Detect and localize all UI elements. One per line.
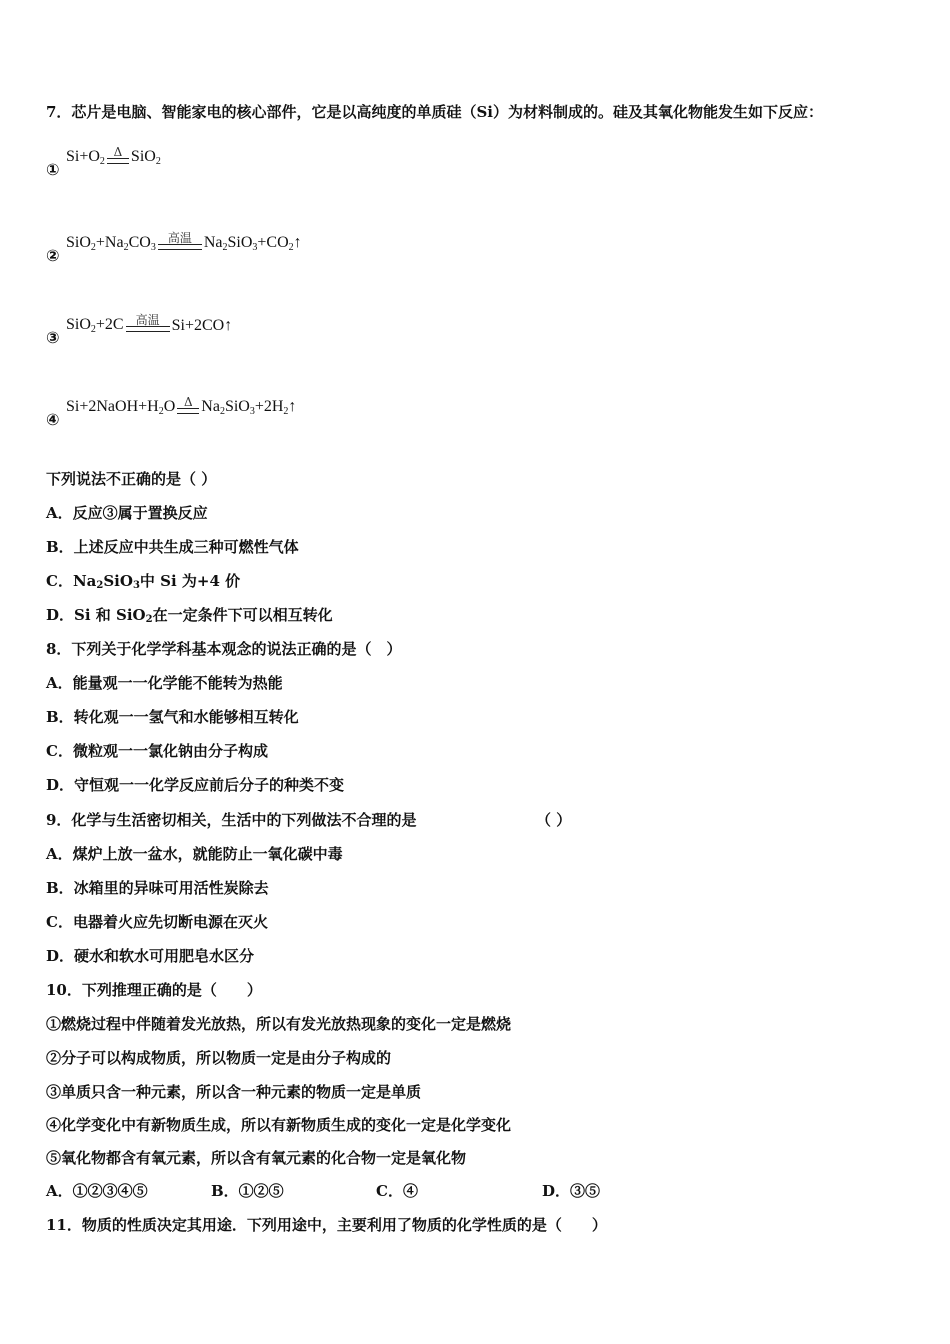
reaction-number: ③	[46, 328, 60, 347]
q10-option-b: B．①②⑤	[211, 1182, 284, 1200]
reaction-number: ②	[46, 246, 60, 265]
q10-option-c: C．④	[376, 1182, 418, 1200]
reaction-condition: Δ	[183, 395, 193, 409]
q7-question: 下列说法不正确的是（ ）	[46, 470, 217, 488]
q10-stem: 10．下列推理正确的是（ ）	[46, 981, 262, 999]
q9-option-a: A．煤炉上放一盆水，就能防止一氧化碳中毒	[46, 845, 343, 863]
q7-option-b: B．上述反应中共生成三种可燃性气体	[46, 538, 299, 556]
q10-statement-3: ③单质只含一种元素，所以含一种元素的物质一定是单质	[46, 1083, 422, 1101]
q8-option-c: C．微粒观一一氯化钠由分子构成	[46, 742, 268, 760]
chemical-equation: $Si+2NaOH+H_2O$ Δ $Na_2SiO_3+2H_2↑$	[66, 395, 297, 417]
q8-option-a: A．能量观一一化学能不能转为热能	[46, 674, 283, 692]
q7-option-a: A．反应③属于置换反应	[46, 504, 208, 522]
q10-statement-4: ④化学变化中有新物质生成，所以有新物质生成的变化一定是化学变化	[46, 1116, 512, 1134]
reaction-condition: 高温	[167, 231, 192, 245]
reaction-number: ①	[46, 160, 60, 179]
q7-option-c: C．$Na_2SiO_3$中 Si 为+4 价	[46, 572, 241, 591]
q7-stem: 7．芯片是电脑、智能家电的核心部件，它是以高纯度的单质硅（Si）为材料制成的。硅及其氧化物能发生如下反应：	[46, 103, 823, 121]
q9-option-c: C．电器着火应先切断电源在灭火	[46, 913, 268, 931]
reaction-condition: Δ	[113, 145, 123, 159]
q10-statement-1: ①燃烧过程中伴随着发光放热，所以有发光放热现象的变化一定是燃烧	[46, 1015, 512, 1033]
q9-answer-paren: （ ）	[536, 811, 572, 829]
q8-stem: 8．下列关于化学学科基本观念的说法正确的是（ ）	[46, 640, 402, 658]
chemical-equation: $Si+O_2$ Δ SiO$_2$	[66, 145, 161, 167]
q8-option-b: B．转化观一一氢气和水能够相互转化	[46, 708, 299, 726]
q11-stem: 11．物质的性质决定其用途．下列用途中，主要利用了物质的化学性质的是（ ）	[46, 1216, 607, 1234]
q7-option-d: D．Si 和 SiO$_2$在一定条件下可以相互转化	[46, 606, 333, 625]
q10-option-a: A．①②③④⑤	[46, 1182, 148, 1200]
chemical-equation: $SiO_2+Na_2CO_3$ 高温 $Na_2SiO_3+CO_2↑$	[66, 231, 302, 253]
q9-option-b: B．冰箱里的异味可用活性炭除去	[46, 879, 269, 897]
q10-statement-2: ②分子可以构成物质，所以物质一定是由分子构成的	[46, 1049, 392, 1067]
reaction-condition: 高温	[135, 313, 160, 327]
q10-option-d: D．③⑤	[542, 1182, 601, 1200]
q8-option-d: D．守恒观一一化学反应前后分子的种类不变	[46, 776, 345, 794]
q9-stem: 9．化学与生活密切相关，生活中的下列做法不合理的是	[46, 811, 417, 829]
chemical-equation: SiO$_2$+2C 高温 Si+2CO↑	[66, 313, 233, 335]
reaction-number: ④	[46, 410, 60, 429]
q9-option-d: D．硬水和软水可用肥皂水区分	[46, 947, 255, 965]
q10-statement-5: ⑤氧化物都含有氧元素，所以含有氧元素的化合物一定是氧化物	[46, 1149, 467, 1167]
